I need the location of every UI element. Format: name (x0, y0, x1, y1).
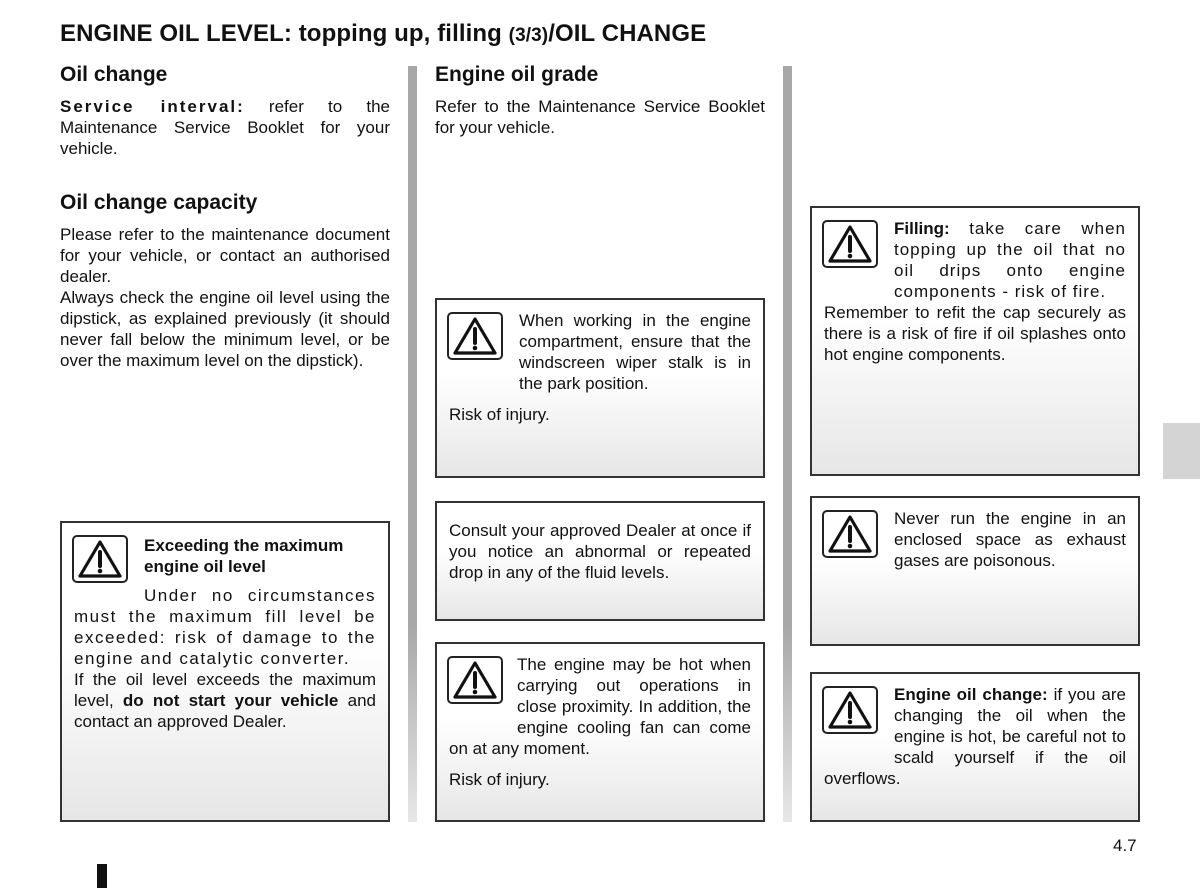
warning-exceed-text-1: Under no circumstances must the maximum fill level be exceeded: risk of damage to the engine and catalytic converter. (74, 586, 376, 668)
warning-box-fluid-drop (435, 501, 765, 621)
warning-oil-change-text: Engine oil change: if you are changing the oil when the engine is hot, be careful not to scald yourself if the oil overflows. (824, 685, 1127, 788)
warning-hot-risk: Risk of injury. (449, 770, 550, 789)
icon-spacer (824, 218, 894, 302)
warning-oil-change-label: Engine oil change: (894, 685, 1048, 704)
warning-box-engine-hot (435, 642, 765, 822)
column-separator-1 (408, 66, 417, 822)
warning-hot-text: The engine may be hot when carrying out operations in close proximity. In addition, the engine cooling fan can come on at any moment. (449, 655, 751, 758)
warning-box-exhaust (810, 496, 1140, 646)
warning-wiper-text: When working in the engine compartment, ensure that the windscreen wiper stalk is in the park position. (519, 311, 751, 393)
warning-exceed-text (74, 585, 376, 732)
service-interval-label: Service interval: (60, 97, 245, 116)
section-side-tab (1163, 423, 1200, 479)
warning-exceed-heading: Exceeding the maximum engine oil level (144, 536, 344, 576)
warning-box-filling (810, 206, 1140, 476)
warning-exceed-text-2: If the oil level exceeds the maximum level, do not start your vehicle and contact an approved Dealer. (74, 670, 376, 731)
capacity-paragraph (60, 224, 390, 371)
capacity-text-1: Please refer to the maintenance document for your vehicle, or contact an authorised dealer. (60, 225, 390, 286)
warning-filling-text-2: Remember to refit the cap securely as there is a risk of fire if oil splashes onto hot engine components. (824, 303, 1126, 364)
warning-box-exceed-level (60, 521, 390, 822)
warning-filling-label: Filling: (894, 219, 950, 238)
warning-triangle-icon (822, 510, 878, 558)
icon-spacer (824, 684, 894, 768)
column-separator-2 (783, 66, 792, 822)
oil-change-capacity-heading: Oil change capacity (60, 191, 258, 214)
capacity-text-2: Always check the engine oil level using the dipstick, as explained previously (it should never fall below the minimum level, or be over the maximum level on the dipstick). (60, 288, 390, 370)
print-crop-mark (97, 864, 107, 888)
service-interval-paragraph: Service interval: refer to the Maintenance Service Booklet for your vehicle. (60, 97, 390, 158)
warning-wiper-risk: Risk of injury. (449, 405, 550, 424)
warning-triangle-icon (447, 312, 503, 360)
page-number: 4.7 (1113, 836, 1137, 855)
oil-change-heading: Oil change (60, 63, 168, 86)
warning-drop-text: Consult your approved Dealer at once if you notice an abnormal or repeated drop in any of the fluid levels. (449, 521, 751, 582)
engine-oil-grade-heading: Engine oil grade (435, 63, 599, 86)
icon-spacer (449, 654, 517, 738)
warning-triangle-icon (72, 535, 128, 583)
warning-box-oil-change (810, 672, 1140, 822)
warning-filling-text: Filling: take care when topping up the oil that no oil drips onto engine components - risk of fire. Remember to refit the cap securely as there is a risk of fire if oil splashes onto hot engine components. (824, 219, 1126, 364)
page-title: ENGINE OIL LEVEL: topping up, filling (3/3)/OIL CHANGE (60, 20, 707, 47)
grade-paragraph: Refer to the Maintenance Service Booklet for your vehicle. (435, 97, 765, 137)
warning-exhaust-text: Never run the engine in an enclosed space as exhaust gases are poisonous. (894, 509, 1126, 570)
warning-box-wiper-stalk (435, 298, 765, 478)
